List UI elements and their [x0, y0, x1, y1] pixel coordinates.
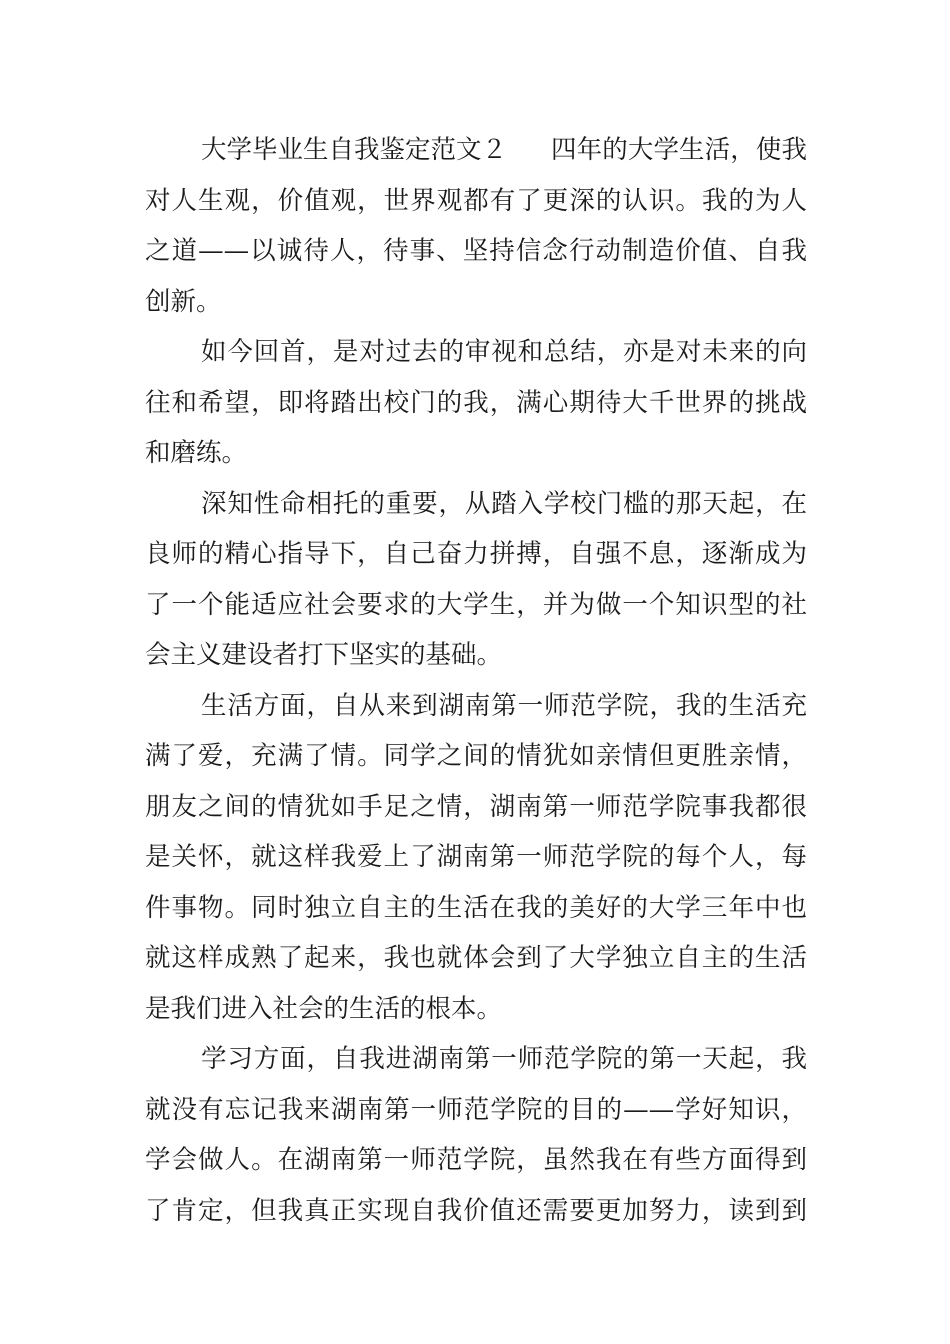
document-title: 大学毕业生自我鉴定范文２: [201, 135, 508, 165]
paragraph-4: [145, 681, 807, 1035]
paragraph-text-line: 之道——以诚待人，待事、坚持信念行动制造价值、自我: [145, 236, 807, 266]
paragraph-text-line: 四年的大学生活，使我: [551, 135, 807, 165]
paragraph-text-line: 就这样成熟了起来，我也就体会到了大学独立自主的生活: [145, 943, 807, 973]
paragraph-text-line: 朋友之间的情犹如手足之情，湖南第一师范学院事我都很: [145, 791, 807, 822]
paragraph-text-line: 创新。: [145, 286, 222, 317]
paragraph-text-line: 学习方面，自我进湖南第一师范学院的第一天起，我: [201, 1044, 807, 1074]
paragraph-text-line: 了肯定，但我真正实现自我价值还需要更加努力，读到到: [145, 1195, 807, 1226]
paragraph-text-line: 了一个能适应社会要求的大学生，并为做一个知识型的社: [145, 589, 807, 620]
paragraph-text-line: 学会做人。在湖南第一师范学院，虽然我在有些方面得到: [145, 1145, 807, 1175]
paragraph-text-line: 良师的精心指导下，自己奋力拼搏，自强不息，逐渐成为: [145, 539, 807, 569]
paragraph-text-line: 深知性命相托的重要，从踏入学校门槛的那天起，在: [201, 488, 807, 519]
paragraph-text-line: 生活方面，自从来到湖南第一师范学院，我的生活充: [201, 690, 807, 721]
document-body: [145, 125, 807, 1236]
paragraph-text-line: 就没有忘记我来湖南第一师范学院的目的——学好知识，: [145, 1094, 807, 1125]
paragraph-5: [145, 1034, 807, 1236]
paragraph-2: [145, 327, 807, 479]
paragraph-text-line: 如今回首，是对过去的审视和总结，亦是对未来的向: [201, 337, 807, 367]
paragraph-1: [145, 125, 807, 327]
paragraph-3: [145, 479, 807, 681]
paragraph-text-line: 和磨练。: [145, 438, 248, 468]
paragraph-text-line: 会主义建设者打下坚实的基础。: [145, 640, 503, 670]
heading-line: [145, 125, 807, 176]
paragraph-text-line: 件事物。同时独立自主的生活在我的美好的大学三年中也: [145, 892, 807, 923]
paragraph-text-line: 是我们进入社会的生活的根本。: [145, 993, 503, 1024]
paragraph-text-line: 满了爱，充满了情。同学之间的情犹如亲情但更胜亲情，: [145, 741, 807, 771]
paragraph-text-line: 往和希望，即将踏出校门的我，满心期待大千世界的挑战: [145, 387, 807, 418]
paragraph-text-line: 对人生观，价值观，世界观都有了更深的认识。我的为人: [145, 185, 807, 216]
paragraph-text-line: 是关怀，就这样我爱上了湖南第一师范学院的每个人，每: [145, 842, 807, 872]
